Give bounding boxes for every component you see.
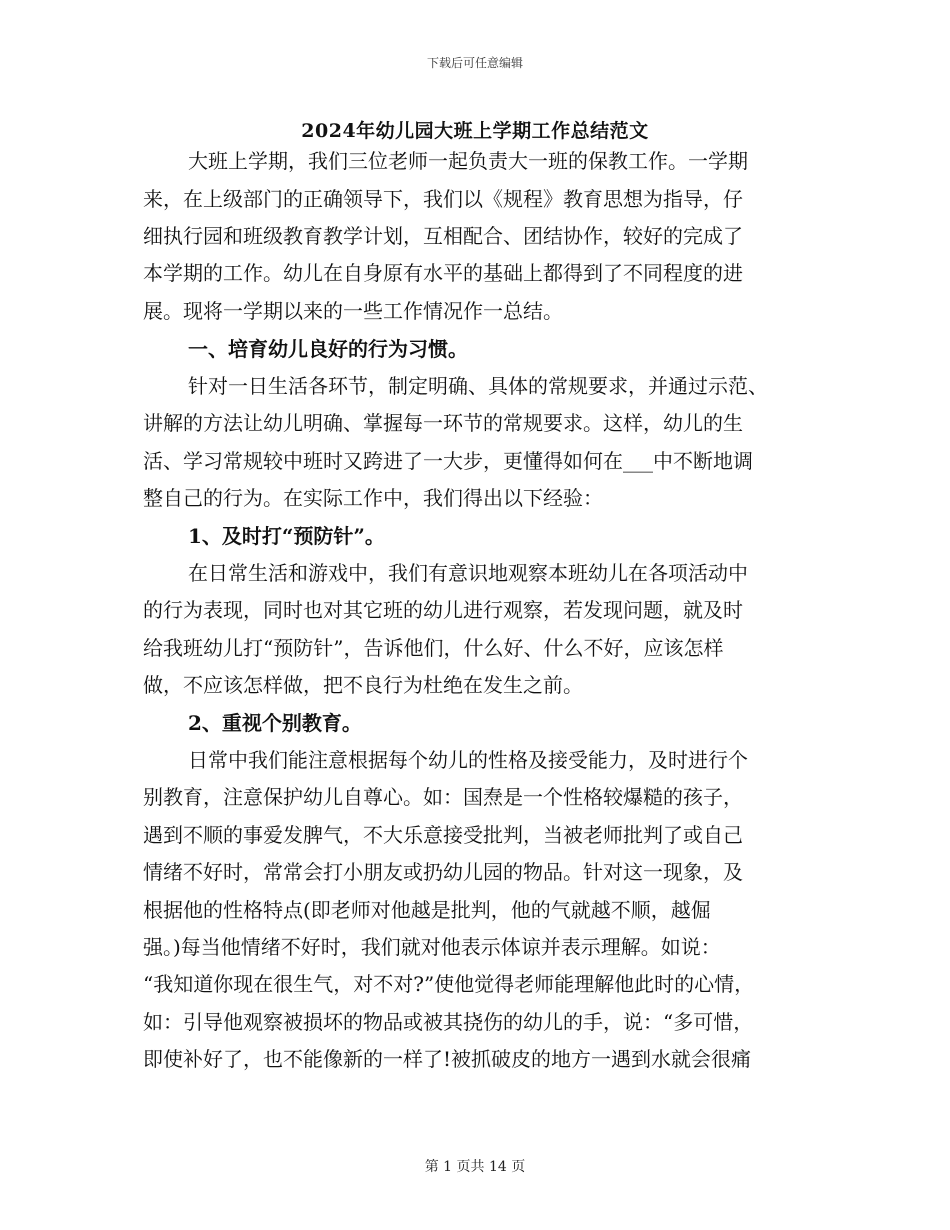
- paragraph-line: 整自己的行为。在实际工作中，我们得出以下经验：: [143, 486, 603, 510]
- paragraph-line: 来，在上级部门的正确领导下，我们以《规程》教育思想为指导，仔: [143, 187, 743, 211]
- paragraph-line: 讲解的方法让幼儿明确、掌握每一环节的常规要求。这样，幼儿的生: [143, 411, 743, 435]
- paragraph-line: 遇到不顺的事爱发脾气，不大乐意接受批判，当被老师批判了或自己: [143, 823, 743, 847]
- paragraph-line: 给我班幼儿打“预防针”，告诉他们，什么好、什么不好，应该怎样: [143, 636, 724, 660]
- paragraph-line: “我知道你现在很生气，对不对?”使他觉得老师能理解他此时的心情，: [143, 972, 755, 996]
- paragraph-line: 做，不应该怎样做，把不良行为杜绝在发生之前。: [143, 673, 583, 697]
- paragraph-line: 的行为表现，同时也对其它班的幼儿进行观察，若发现问题，就及时: [143, 598, 743, 622]
- paragraph-line: 本学期的工作。幼儿在自身原有水平的基础上都得到了不同程度的进: [143, 261, 743, 285]
- paragraph-line: 展。现将一学期以来的一些工作情况作一总结。: [143, 299, 563, 323]
- paragraph-line: 活、学习常规较中班时又跨进了一大步，更懂得如何在___中不断地调: [143, 449, 753, 473]
- paragraph-line: 日常中我们能注意根据每个幼儿的性格及接受能力，及时进行个: [188, 748, 748, 772]
- paragraph-line: 大班上学期，我们三位老师一起负责大一班的保教工作。一学期: [188, 149, 748, 173]
- paragraph-line: 在日常生活和游戏中，我们有意识地观察本班幼儿在各项活动中: [188, 561, 748, 585]
- page-header: 下载后可任意编辑: [426, 56, 523, 70]
- paragraph-line: 针对一日生活各环节，制定明确、具体的常规要求，并通过示范、: [188, 374, 768, 398]
- subsection-heading: 2、重视个别教育。: [188, 711, 362, 735]
- paragraph-line: 即使补好了，也不能像新的一样了!被抓破皮的地方一遇到水就会很痛: [143, 1047, 752, 1071]
- paragraph-line: 根据他的性格特点(即老师对他越是批判，他的气就越不顺，越倔: [143, 898, 711, 922]
- section-heading: 一、培育幼儿良好的行为习惯。: [188, 337, 468, 361]
- paragraph-line: 细执行园和班级教育教学计划，互相配合、团结协作，较好的完成了: [143, 224, 743, 248]
- subsection-heading: 1、及时打“预防针”。: [188, 524, 385, 548]
- paragraph-line: 情绪不好时，常常会打小朋友或扔幼儿园的物品。针对这一现象，及: [143, 860, 743, 884]
- paragraph-line: 别教育，注意保护幼儿自尊心。如：国焘是一个性格较爆糙的孩子，: [143, 785, 743, 809]
- page-footer: 第 1 页共 14 页: [424, 1159, 526, 1175]
- document-title: 2024年幼儿园大班上学期工作总结范文: [301, 120, 649, 142]
- paragraph-line: 强。)每当他情绪不好时，我们就对他表示体谅并表示理解。如说：: [143, 935, 721, 959]
- paragraph-line: 如：引导他观察被损坏的物品或被其挠伤的幼儿的手，说：“多可惜，: [143, 1010, 754, 1034]
